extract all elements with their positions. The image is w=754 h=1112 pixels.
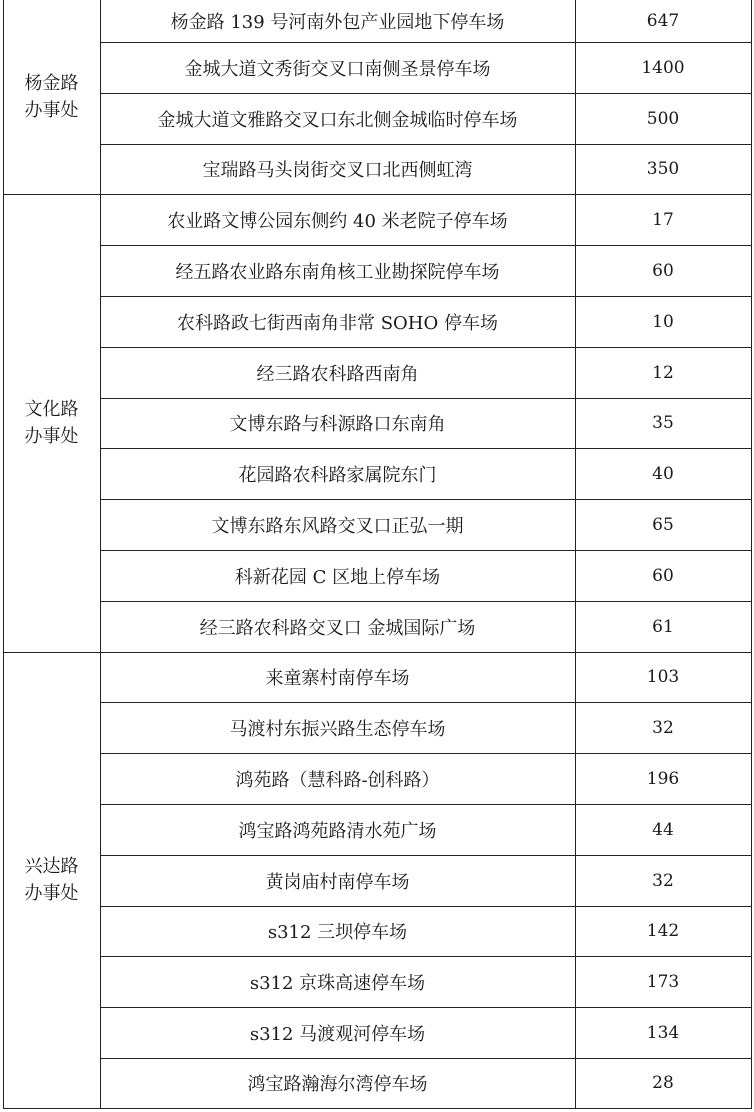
parking-space-count: 142 bbox=[646, 921, 680, 941]
parking-space-count: 65 bbox=[652, 514, 674, 535]
parking-space-count: 10 bbox=[652, 311, 674, 332]
parking-lot-name: 鸿苑路（慧科路-创科路） bbox=[235, 769, 440, 791]
parking-space-count: 134 bbox=[646, 1022, 680, 1043]
parking-lot-name: 鸿宝路鸿苑路清水苑广场 bbox=[238, 820, 437, 842]
parking-lot-name: 鸿宝路瀚海尔湾停车场 bbox=[247, 1074, 428, 1095]
parking-space-count: 173 bbox=[646, 971, 680, 992]
parking-space-count: 1400 bbox=[641, 57, 685, 78]
parking-lot-name: 经三路农科路交叉口 金城国际广场 bbox=[199, 617, 476, 639]
parking-lot-name: 杨金路 139 号河南外包产业园地下停车场 bbox=[170, 12, 505, 33]
parking-space-count: 61 bbox=[652, 616, 674, 637]
parking-space-count: 12 bbox=[652, 362, 674, 383]
parking-lot-name: 黄岗庙村南停车场 bbox=[265, 871, 410, 893]
parking-space-count: 60 bbox=[652, 565, 674, 586]
parking-lot-name: 宝瑞路马头岗街交叉口北西侧虹湾 bbox=[202, 160, 473, 181]
parking-lot-name: 花园路农科路家属院东门 bbox=[238, 464, 437, 486]
parking-lot-name: 金城大道文秀街交叉口南侧圣景停车场 bbox=[184, 58, 491, 80]
column-rule bbox=[3, 0, 4, 1109]
parking-lot-name: s312 京珠高速停车场 bbox=[249, 972, 426, 994]
parking-space-count: 103 bbox=[646, 667, 680, 687]
parking-lot-name: 文博东路东风路交叉口正弘一期 bbox=[211, 515, 464, 537]
parking-space-count: 28 bbox=[652, 1073, 674, 1093]
parking-lot-name: 马渡村东振兴路生态停车场 bbox=[229, 718, 446, 740]
parking-lot-name: 经三路农科路西南角 bbox=[256, 363, 419, 385]
parking-lot-name: s312 马渡观河停车场 bbox=[249, 1023, 426, 1045]
parking-space-count: 32 bbox=[652, 717, 674, 738]
parking-space-count: 196 bbox=[646, 768, 680, 789]
parking-lot-name: 文博东路与科源路口东南角 bbox=[229, 414, 446, 435]
office-label-text: 文化路办事处 bbox=[24, 399, 79, 447]
parking-space-count: 647 bbox=[646, 11, 680, 31]
column-rule bbox=[575, 0, 576, 1109]
column-rule bbox=[100, 0, 101, 1109]
parking-space-count: 500 bbox=[646, 108, 680, 129]
office-label bbox=[3, 652, 100, 1108]
office-label-text: 杨金路办事处 bbox=[24, 73, 79, 121]
parking-space-count: 60 bbox=[652, 260, 674, 281]
parking-space-count: 44 bbox=[652, 819, 674, 840]
office-label bbox=[3, 0, 100, 194]
parking-space-count: 35 bbox=[652, 413, 674, 433]
parking-lot-name: 经五路农业路东南角核工业勘探院停车场 bbox=[175, 261, 500, 283]
parking-lot-name: 农业路文博公园东侧约 40 米老院子停车场 bbox=[167, 210, 508, 232]
parking-space-count: 17 bbox=[652, 209, 674, 230]
parking-lot-name: 来童寨村南停车场 bbox=[265, 668, 410, 689]
parking-lot-name: 科新花园 C 区地上停车场 bbox=[234, 566, 441, 588]
parking-lot-name: 农科路政七街西南角非常 SOHO 停车场 bbox=[177, 312, 498, 334]
parking-lot-name: 金城大道文雅路交叉口东北侧金城临时停车场 bbox=[157, 109, 518, 131]
column-rule bbox=[751, 0, 752, 1109]
office-label bbox=[3, 194, 100, 652]
parking-space-count: 350 bbox=[646, 159, 680, 179]
parking-lot-name: s312 三坝停车场 bbox=[267, 922, 408, 943]
parking-space-count: 32 bbox=[652, 870, 674, 891]
office-label-text: 兴达路办事处 bbox=[24, 856, 79, 904]
parking-space-count: 40 bbox=[652, 463, 674, 484]
table-bottom-border bbox=[3, 1108, 752, 1109]
